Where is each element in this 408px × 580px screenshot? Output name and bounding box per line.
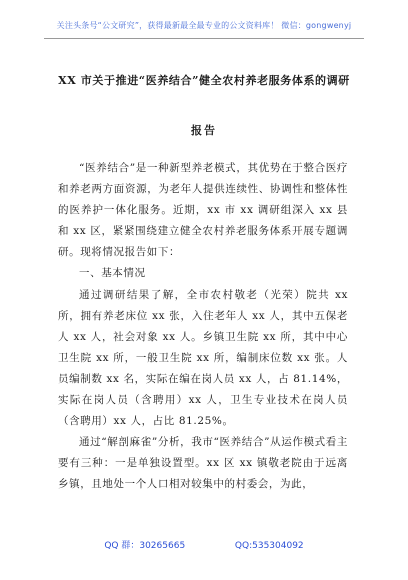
document-subtitle: 报告 [191,124,217,137]
paragraph-basic-stats: 通过调研结果了解，全市农村敬老（光荣）院共 xx 所，拥有养老床位 xx 张，入住老年人 xx 人，其中五保老人 xx 人，社会对象 xx 人。乡镇卫生院 xx 所，其中中心卫生院 xx 所，一般卫生院 xx 所，编制床位数 xx 张。人员编制数 xx 名，实际在编在岗人员 xx 人，占 81.14%，实际在岗人员（含聘用）xx 人，卫生专业技术在岗人员（含聘用）xx 人，占比 81.25%。 [58,288,348,428]
paragraph-models: 通过“解剖麻雀”分析，我市“医养结合”从运作模式看主要有三种：一是单独设置型。xx 区 xx 镇敬老院由于远离乡镇，且地处一个人口相对较集中的村委会，为此， [58,436,348,491]
header-divider [44,38,364,39]
paragraph-intro: “医养结合”是一种新型养老模式，其优势在于整合医疗和养老两方面资源，为老年人提供连续性、协调性和整体性的医养护一体化服务。近期，xx 市 xx 调研组深入 xx 县和 xx 区，紧紧围绕建立健全农村养老服务体系开展专题调研。现将情况报告如下： [58,162,348,259]
document-title: XX 市关于推进“医养结合”健全农村养老服务体系的调研 [58,74,350,87]
footer-qq-group: QQ 群：30265665 [104,541,186,551]
document-body [58,158,348,496]
header-banner: 关注头条号“公文研究”，获得最新最全最专业的公文资料库！ 微信：gongwenyj [56,21,352,30]
section-heading-basic: 一、基本情况 [79,267,146,280]
footer-qq: QQ:535304092 [234,541,304,551]
footer-contacts [0,538,408,551]
